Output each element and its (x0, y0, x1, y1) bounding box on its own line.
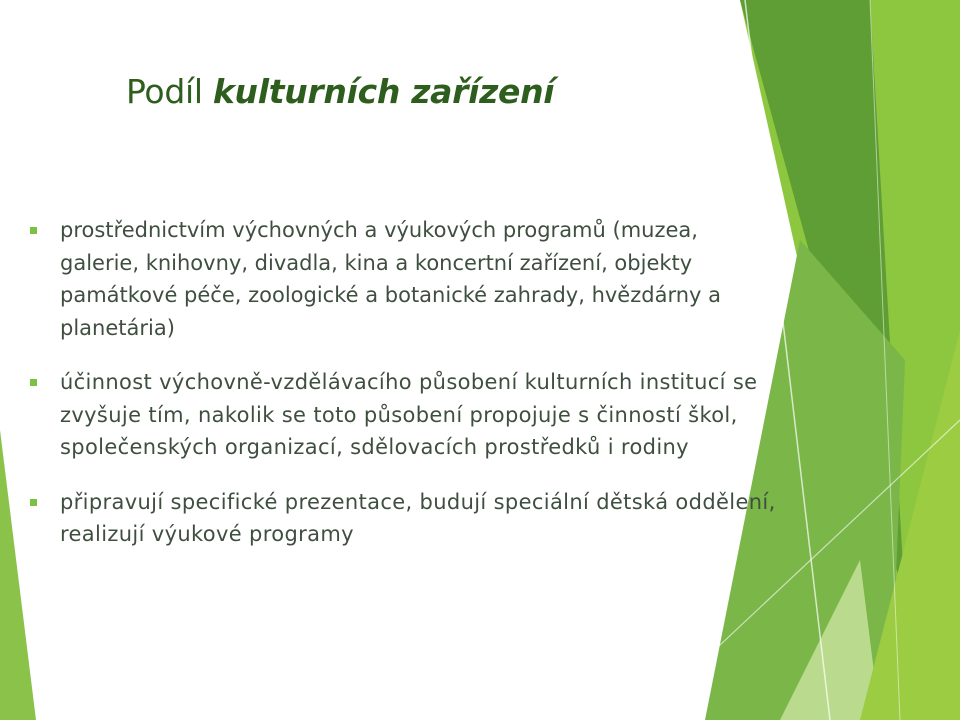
bullet-line: připravují specifické prezentace, budují speciální dětská oddělení, (60, 489, 776, 514)
bullet-line: společenských organizací, sdělovacích prostředků i rodiny (60, 435, 689, 459)
bullet-line: prostřednictvím výchovných a výukových programů (muzea, (60, 218, 698, 242)
bullet-line: památkové péče, zoologické a botanické zahrady, hvězdárny a (60, 283, 721, 307)
bullet-square-icon (30, 227, 37, 234)
bullet-line: účinnost výchovně-vzdělávacího působení kulturních institucí se (60, 370, 758, 394)
slide-title-plain: Podíl (126, 72, 213, 111)
slide-title-emphasis: kulturních zařízení (212, 72, 555, 111)
bullet-square-icon (30, 379, 37, 386)
bullet-item (30, 486, 890, 551)
bullet-line: realizují výukové programy (60, 522, 354, 546)
bullet-item (30, 214, 890, 344)
bullet-line: zvyšuje tím, nakolik se toto působení propojuje s činností škol, (60, 402, 738, 427)
slide-title (126, 70, 554, 114)
bullet-line: galerie, knihovny, divadla, kina a koncertní zařízení, objekty (60, 250, 693, 275)
bullet-list (30, 214, 890, 551)
bullet-line: planetária) (60, 315, 175, 340)
bullet-item (30, 366, 890, 464)
bullet-square-icon (30, 499, 37, 506)
